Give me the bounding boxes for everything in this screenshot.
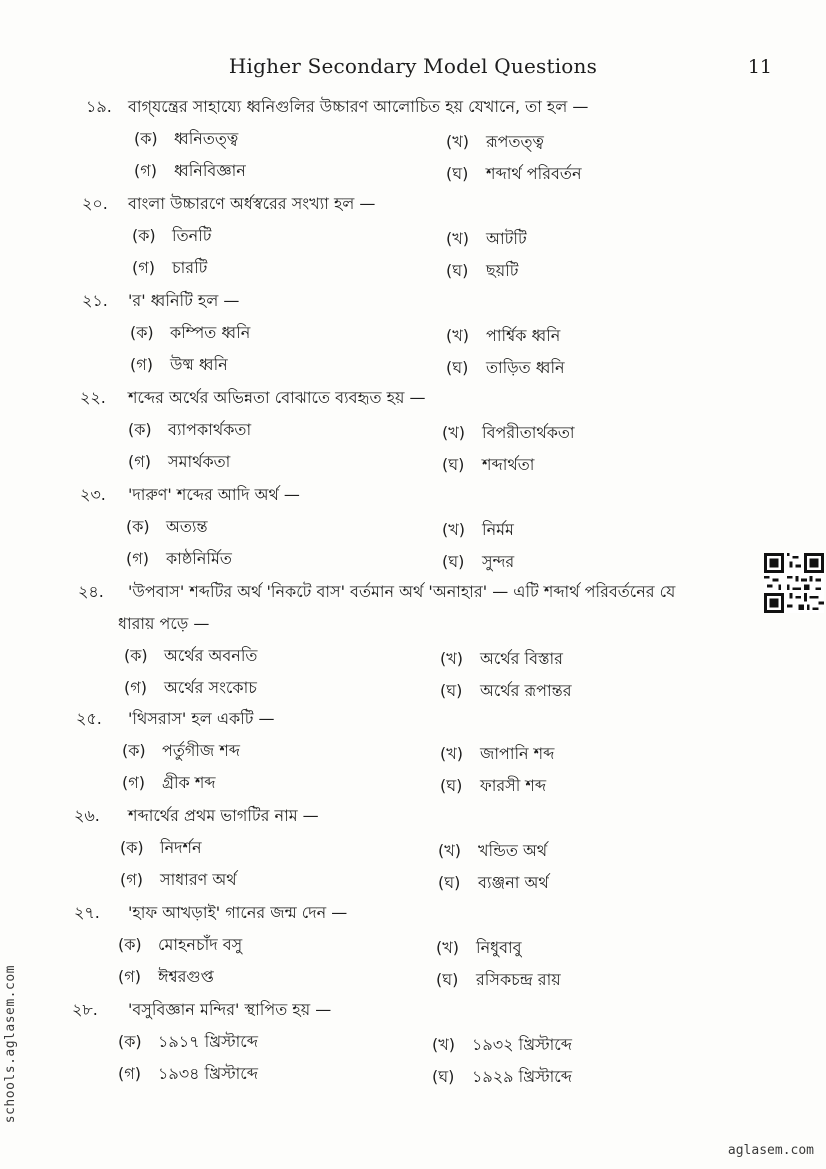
question-number: ২৮.: [72, 1000, 98, 1019]
question-item: [0, 579, 826, 700]
answer-option[interactable]: [132, 223, 211, 250]
answer-option[interactable]: [128, 449, 230, 476]
option-text: পর্তুগীজ শব্দ: [162, 741, 241, 760]
option-label: (ঘ): [446, 164, 469, 183]
option-text: জাপানি শব্দ: [480, 744, 555, 763]
option-label: (খ): [446, 229, 469, 248]
answer-option[interactable]: [130, 352, 228, 379]
option-label: (গ): [128, 452, 151, 471]
question-number: ২৭.: [74, 903, 100, 922]
option-label: (খ): [442, 423, 465, 442]
option-text: ১৯২৯ খ্রিস্টাব্দে: [472, 1067, 572, 1086]
option-text: অর্থের সংকোচ: [164, 678, 257, 697]
answer-option[interactable]: [122, 738, 240, 765]
option-text: নির্মম: [482, 520, 514, 539]
question-item: [0, 191, 826, 287]
option-label: (ঘ): [442, 455, 465, 474]
answer-option[interactable]: [118, 932, 242, 959]
option-label: (ক): [130, 323, 154, 342]
option-text: অত্যন্ত: [166, 517, 208, 536]
answer-option[interactable]: [132, 255, 207, 282]
answer-option[interactable]: [120, 867, 237, 894]
option-text: নিদর্শন: [160, 838, 202, 857]
option-label: (ঘ): [440, 776, 463, 795]
option-label: (গ): [126, 549, 149, 568]
question-item: [0, 997, 826, 1093]
answer-option[interactable]: [126, 546, 232, 573]
answer-option[interactable]: [436, 967, 561, 994]
option-label: (খ): [440, 744, 463, 763]
question-number: ২৫.: [76, 709, 102, 728]
question-number: ২২.: [80, 388, 106, 407]
question-item: [0, 900, 826, 996]
option-text: রসিকচন্দ্র রায়: [476, 970, 561, 989]
answer-option[interactable]: [446, 355, 565, 382]
question-text: 'বসুবিজ্ঞান মন্দির' স্থাপিত হয় —: [128, 1000, 332, 1019]
option-label: (গ): [130, 355, 153, 374]
option-text: অর্থের অবনতি: [164, 646, 258, 665]
option-text: চারটি: [172, 258, 208, 277]
answer-option[interactable]: [120, 835, 202, 862]
question-number: ২৬.: [74, 806, 100, 825]
question-text: 'উপবাস' শব্দটির অর্থ 'নিকটে বাস' বর্তমান অর্থ 'অনাহার' — এটি শব্দার্থ পরিবর্তনের যে: [128, 582, 676, 601]
answer-option[interactable]: [446, 129, 544, 156]
answer-option[interactable]: [442, 452, 534, 479]
question-number: ১৯.: [86, 97, 112, 116]
option-text: কম্পিত ধ্বনি: [170, 323, 251, 342]
answer-option[interactable]: [442, 517, 514, 544]
answer-option[interactable]: [432, 1032, 572, 1059]
option-label: (ঘ): [446, 261, 469, 280]
option-text: মোহনচাঁদ বসু: [158, 935, 243, 954]
option-label: (খ): [442, 520, 465, 539]
question-text: 'থিসরাস' হল একটি —: [128, 709, 275, 728]
answer-option[interactable]: [438, 870, 549, 897]
question-number: ২৩.: [80, 485, 106, 504]
option-label: (ঘ): [432, 1067, 455, 1086]
option-label: (গ): [134, 161, 157, 180]
page-header-title: Higher Secondary Model Questions: [228, 54, 598, 78]
option-label: (ক): [128, 420, 152, 439]
option-label: (ঘ): [436, 970, 459, 989]
answer-option[interactable]: [440, 741, 554, 768]
option-text: রূপতত্ত্ব: [486, 132, 544, 151]
option-label: (ক): [118, 1032, 142, 1051]
qr-code-icon[interactable]: [764, 553, 824, 613]
option-label: (ঘ): [438, 873, 461, 892]
question-text: বাগ্‌যন্ত্রের সাহায্যে ধ্বনিগুলির উচ্চারণ আলোচিত হয় যেখানে, তা হল —: [128, 97, 589, 116]
option-text: পার্শ্বিক ধ্বনি: [486, 326, 561, 345]
answer-option[interactable]: [440, 646, 563, 673]
answer-option[interactable]: [124, 643, 257, 670]
answer-option[interactable]: [440, 678, 572, 705]
question-text: শব্দার্থের প্রথম ভাগটির নাম —: [128, 806, 319, 825]
answer-option[interactable]: [436, 935, 522, 962]
option-text: শব্দার্থতা: [482, 455, 535, 474]
option-text: শব্দার্থ পরিবর্তন: [486, 164, 582, 183]
option-text: বিপরীতার্থকতা: [482, 423, 575, 442]
question-item: [0, 803, 826, 899]
option-text: ফারসী শব্দ: [480, 776, 547, 795]
question-item: [0, 385, 826, 481]
option-label: (ক): [120, 838, 144, 857]
answer-option[interactable]: [128, 417, 251, 444]
question-text-continuation: ধারায় পড়ে —: [118, 614, 210, 633]
answer-option[interactable]: [118, 1061, 258, 1088]
option-text: অর্থের রূপান্তর: [480, 681, 572, 700]
answer-option[interactable]: [124, 675, 257, 702]
option-label: (খ): [446, 326, 469, 345]
option-text: সমার্থকতা: [168, 452, 231, 471]
option-label: (খ): [440, 649, 463, 668]
option-text: ধ্বনিতত্ত্ব: [174, 129, 239, 148]
option-label: (ক): [126, 517, 150, 536]
question-text: 'হাফ আখড়াই' গানের জন্ম দেন —: [128, 903, 348, 922]
option-label: (গ): [122, 773, 145, 792]
option-text: খন্ডিত অর্থ: [478, 841, 548, 860]
option-label: (খ): [436, 938, 459, 957]
answer-option[interactable]: [438, 838, 547, 865]
option-text: ১৯১৭ খ্রিস্টাব্দে: [158, 1032, 258, 1051]
answer-option[interactable]: [446, 226, 527, 253]
question-number: ২৪.: [78, 582, 104, 601]
answer-option[interactable]: [446, 323, 560, 350]
answer-option[interactable]: [442, 420, 575, 447]
option-label: (গ): [120, 870, 143, 889]
option-text: ছয়টি: [486, 261, 519, 280]
option-text: ব্যাপকার্থকতা: [168, 420, 252, 439]
option-label: (গ): [118, 967, 141, 986]
answer-option[interactable]: [442, 549, 514, 576]
answer-option[interactable]: [130, 320, 250, 347]
option-text: নিধুবাবু: [476, 938, 522, 957]
option-text: তাড়িত ধ্বনি: [486, 358, 565, 377]
option-text: আটটি: [486, 229, 527, 248]
answer-option[interactable]: [118, 1029, 258, 1056]
option-label: (ক): [124, 646, 148, 665]
option-text: ধ্বনিবিজ্ঞান: [174, 161, 246, 180]
option-label: (খ): [446, 132, 469, 151]
question-text: শব্দের অর্থের অভিন্নতা বোঝাতে ব্যবহৃত হয় —: [128, 388, 426, 407]
option-label: (ক): [132, 226, 156, 245]
option-label: (গ): [124, 678, 147, 697]
question-item: [0, 94, 826, 190]
option-text: সুন্দর: [482, 552, 515, 571]
option-label: (গ): [118, 1064, 141, 1083]
option-text: কাষ্ঠনির্মিত: [166, 549, 232, 568]
option-text: ১৯৩৪ খ্রিস্টাব্দে: [158, 1064, 258, 1083]
answer-option[interactable]: [446, 161, 582, 188]
bottom-watermark: aglasem.com: [727, 1143, 814, 1158]
answer-option[interactable]: [134, 158, 246, 185]
answer-option[interactable]: [122, 770, 216, 797]
option-label: (ক): [118, 935, 142, 954]
option-label: (ঘ): [440, 681, 463, 700]
option-text: ১৯৩২ খ্রিস্টাব্দে: [472, 1035, 572, 1054]
option-label: (ঘ): [442, 552, 465, 571]
option-text: অর্থের বিস্তার: [480, 649, 563, 668]
option-text: ঈশ্বরগুপ্ত: [158, 967, 214, 986]
answer-option[interactable]: [446, 258, 518, 285]
page-number: 11: [747, 56, 772, 78]
question-text: 'র' ধ্বনিটি হল —: [128, 291, 240, 310]
question-text: বাংলা উচ্চারণে অর্ধস্বরের সংখ্যা হল —: [128, 194, 376, 213]
side-watermark: schools.aglasem.com: [3, 965, 18, 1124]
option-text: গ্রীক শব্দ: [162, 773, 216, 792]
option-text: তিনটি: [172, 226, 212, 245]
option-label: (খ): [438, 841, 461, 860]
option-label: (গ): [132, 258, 155, 277]
option-text: সাধারণ অর্থ: [160, 870, 237, 889]
question-text: 'দারুণ' শব্দের আদি অর্থ —: [128, 485, 300, 504]
answer-option[interactable]: [118, 964, 214, 991]
option-text: উষ্ম ধ্বনি: [170, 355, 228, 374]
option-label: (খ): [432, 1035, 455, 1054]
option-label: (ক): [122, 741, 146, 760]
question-number: ২০.: [82, 194, 108, 213]
answer-option[interactable]: [432, 1064, 572, 1091]
answer-option[interactable]: [440, 773, 546, 800]
option-label: (ক): [134, 129, 158, 148]
option-text: ব্যঞ্জনা অর্থ: [478, 873, 549, 892]
question-number: ২১.: [82, 291, 108, 310]
question-item: [0, 706, 826, 802]
option-label: (ঘ): [446, 358, 469, 377]
answer-option[interactable]: [126, 514, 208, 541]
answer-option[interactable]: [134, 126, 238, 153]
question-item: [0, 482, 826, 578]
question-item: [0, 288, 826, 384]
